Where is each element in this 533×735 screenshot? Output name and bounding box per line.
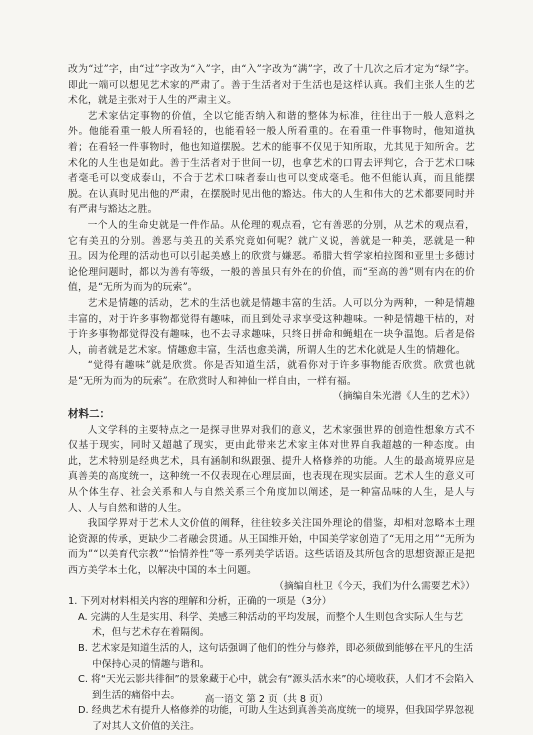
question-option-b: B. 艺术家是知道生活的人，这句话强调了他们的性分与修养，即必须做到能够在平凡的生活中保持心灵的情趣与谐和。 (78, 642, 474, 670)
passage1-paragraph-1: 改为“过”字，由“过”字改为“入”字，由“入”字改为“满”字，改了十几次之后才定为“绿”字。即此一端可以想见艺术家的严肃了。善于生活者对于生活也是这样认真。我们主张人生的艺术化，就是主张对于人生的严肃主义。 (68, 64, 475, 107)
passage1-source: （摘编自朱光潜《人生的艺术》） (332, 391, 475, 403)
passage1-paragraph-5: “觉得有趣味”就是欣赏。你是否知道生活，就看你对于许多事物能否欣赏。欣赏也就是“无所为而为的玩索”。在欣赏时人和神仙一样自由，一样有福。 (68, 360, 475, 387)
passage2-paragraph-1: 人文学科的主要特点之一是探寻世界对我们的意义，艺术家强世界的创造性想象方式不仅基于现实，同时又超越了现实，更由此带来艺术家主体对世界自我超越的一种态度。由此，艺术特别是经典艺术，具有涵制和纵跟强、提升人格修养的功能。人生的最高境界应是真善美的高度统一，这种统一不仅表现在心理层面，也表现在现实层面。艺术人生的意义可从个体生存、社会关系和人与自然关系三个角度加以阐述，是一种富品味的人生，是人与人、人与自然和谐的人生。 (68, 424, 475, 514)
passage1-paragraph-3: 一个人的生命史就是一件作品。从伦理的观点看，它有善恶的分别，从艺术的观点看，它有美丑的分别。善恶与美丑的关系究竟如何呢？就广义说，善就是一种美，恶就是一种丑。因为伦理的活动也可以引起美感上的欣赏与嫌恶。希腊大哲学家柏拉图和亚里士多德讨论伦理问题时，都以为善有等级，一般的善虽只有外在的价值，而“至高的善”则有内在的价值，是“无所为而为的玩索”。 (68, 219, 475, 294)
passage1-paragraph-2: 艺术家估定事物的价值，全以它能否纳入和谐的整体为标准，往往出于一般人意料之外。他能看重一般人所看轻的，也能看轻一般人所看重的。在看重一件事物时，他知道执着；在看轻一件事物时，他也知道摆脱。艺术的能事不仅见于知所取，尤其见于知所舍。艺术化的人生也是如此。善于生活者对于世间一切，也拿艺术的口胃去评判它，合于艺术口味者毫毛可以变成泰山，不合于艺术口味者泰山也可以变成毫毛。他不但能认真，而且能摆脱。在认真时见出他的严肃，在摆脱时见出他的豁达。伟大的人生和伟大的艺术都要同时并有严肃与豁达之胜。 (68, 110, 475, 216)
passage2-source: （摘编自杜卫《今天，我们为什么需要艺术》） (274, 580, 475, 592)
question-option-c: C. 将“天光云影共徘徊”的景象藏于心中，就会有“源头活水来”的心境收获，人们才不会陷入到生活的痛俗中去。 (78, 674, 474, 701)
page-footer: 高一语文 第 2 页（共 8 页） (204, 694, 329, 705)
question-stem: 1. 下列对材料相关内容的理解和分析，正确的一项是（3分） (68, 596, 332, 608)
question-option-a: A. 完满的人生是实用、科学、美感三种活动的平均发展，而整个人生则包含实际人生与艺术，但与艺术存在着隔阂。 (78, 611, 464, 639)
passage2-paragraph-2: 我国学界对于艺术人文价值的阐释，往往较多关注国外理论的借鉴，却相对忽略本土理论资源的传承，更缺少二者融会贯通。从王国维开始，中国美学家创造了“无用之用”“无所为而为”“以美育代宗教”“怡情养性”等一系列美学话语。这些话语及其所包含的思想资源正是把西方美学本土化，以解决中国的本土问题。 (68, 518, 475, 576)
question-option-d: D. 经典艺术有提升人格修养的功能，可助人生达到真善美高度统一的境界，但我国学界忽视了对其人文价值的关注。 (78, 705, 474, 732)
passage2-heading: 材料二： (68, 408, 110, 421)
passage1-paragraph-4: 艺术是情趣的活动，艺术的生活也就是情趣丰富的生活。人可以分为两种，一种是情趣丰富的，对于许多事物都觉得有趣味，而且到处寻求享受这种趣味。一种是情趣干枯的，对于许多事物都觉得没有趣味，也不去寻求趣味，只终日拼命和蝇蛆在一块争温饱。后者是俗人，前者就是艺术家。情趣愈丰富，生活也愈美满，所谓人生的艺术化就是人生的情趣化。 (68, 297, 475, 356)
